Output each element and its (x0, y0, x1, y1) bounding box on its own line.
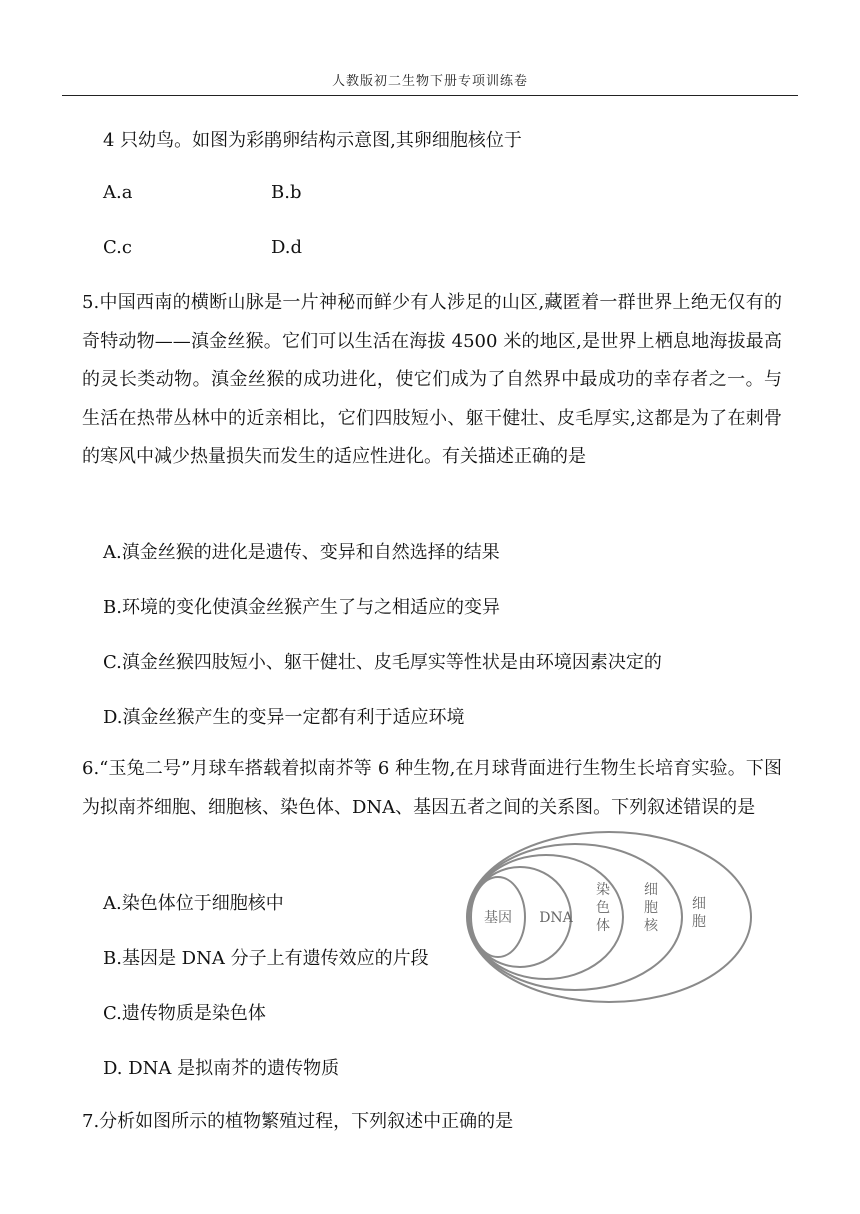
q6-option-d: D. DNA 是拟南芥的遗传物质 (103, 1058, 340, 1079)
q4-option-d: D.d (271, 237, 303, 258)
label-cell: 细胞 (692, 896, 706, 930)
q6-option-a: A.染色体位于细胞核中 (103, 893, 284, 914)
q6-stem: 6.“玉兔二号”月球车搭载着拟南芥等 6 种生物,在月球背面进行生物生长培育实验。下图为拟南芥细胞、细胞核、染色体、DNA、基因五者之间的关系图。下列叙述错误的是 (82, 758, 782, 818)
q5-option-b: B.环境的变化使滇金丝猴产生了与之相适应的变异 (103, 597, 500, 618)
q4-option-b: B.b (271, 182, 302, 203)
q6-option-b: B.基因是 DNA 分子上有遗传效应的片段 (103, 948, 429, 969)
label-gene: 基因 (484, 910, 512, 926)
label-dna: DNA (539, 910, 573, 926)
q5-stem: 5.中国西南的横断山脉是一片神秘而鲜少有人涉足的山区,藏匿着一群世界上绝无仅有的奇特动物——滇金丝猴。它们可以生活在海拔 4500 米的地区,是世界上栖息地海拔最高的灵长类动物。滇金丝猴的成功进化，使它们成为了自然界中最成功的幸存者之一。与生活在热带丛林中的近亲相比，它们四肢短小、躯干健壮、皮毛厚实,这都是为了在刺骨的寒风中减少热量损失而发生的适应性进化。有关描述正确的是 (82, 292, 782, 467)
q4-option-a: A.a (103, 182, 133, 203)
page-header: 人教版初二生物下册专项训练卷 (331, 74, 528, 89)
q6-option-c: C.遗传物质是染色体 (103, 1003, 266, 1024)
q4-stem: 4 只幼鸟。如图为彩鹃卵结构示意图,其卵细胞核位于 (103, 130, 522, 151)
label-nucleus: 细胞核 (644, 882, 658, 934)
q7-stem: 7.分析如图所示的植物繁殖过程，下列叙述中正确的是 (82, 1111, 514, 1132)
q4-option-c: C.c (103, 237, 132, 258)
label-chromosome: 染色体 (596, 882, 610, 934)
nested-relationship-diagram (464, 829, 754, 1005)
header-rule (62, 95, 798, 96)
q5-option-d: D.滇金丝猴产生的变异一定都有利于适应环境 (103, 707, 465, 728)
q5-option-c: C.滇金丝猴四肢短小、躯干健壮、皮毛厚实等性状是由环境因素决定的 (103, 652, 662, 673)
q5-option-a: A.滇金丝猴的进化是遗传、变异和自然选择的结果 (103, 542, 500, 563)
